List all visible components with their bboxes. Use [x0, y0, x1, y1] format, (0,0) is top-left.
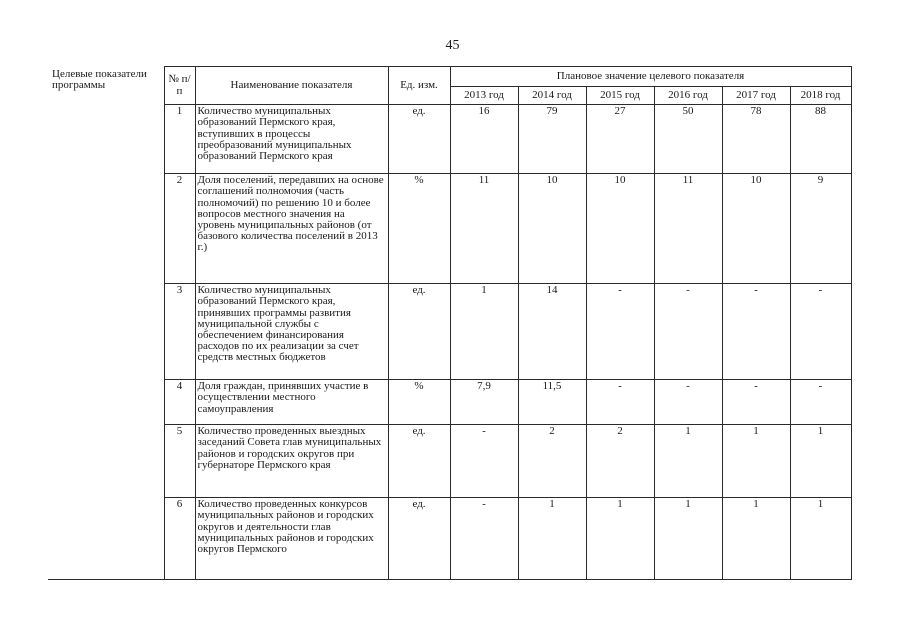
- table-row: [48, 284, 851, 380]
- row-value: 10: [518, 174, 586, 284]
- header-year: 2013 год: [450, 87, 518, 105]
- row-name: Доля поселений, передавших на основе соглашений полномочия (часть полномочий) по решению 10 и более вопросов местного значения на уровень муниципальных районов (от базового количества поселений в 2013 г.): [195, 174, 388, 284]
- page-number: 45: [445, 38, 460, 53]
- row-unit: ед.: [388, 284, 450, 380]
- row-value: 10: [722, 174, 790, 284]
- row-value: 79: [518, 105, 586, 174]
- row-value: 88: [790, 105, 851, 174]
- row-value: -: [790, 284, 851, 380]
- row-name: Доля граждан, принявших участие в осуществлении местного самоуправления: [195, 380, 388, 425]
- row-num: 1: [164, 105, 195, 174]
- row-value: -: [586, 284, 654, 380]
- row-value: -: [722, 380, 790, 425]
- row-value: 78: [722, 105, 790, 174]
- header-name: Наименование показателя: [195, 67, 388, 105]
- row-value: -: [790, 380, 851, 425]
- row-value: 1: [518, 498, 586, 580]
- header-year: 2014 год: [518, 87, 586, 105]
- header-row-top: [48, 67, 851, 87]
- row-value: 27: [586, 105, 654, 174]
- row-value: 9: [790, 174, 851, 284]
- row-name: Количество проведенных выездных заседаний Совета глав муниципальных районов и городских округов при губернаторе Пермского края: [195, 425, 388, 498]
- row-num: 6: [164, 498, 195, 580]
- row-num: 4: [164, 380, 195, 425]
- row-value: 1: [654, 425, 722, 498]
- row-value: 11,5: [518, 380, 586, 425]
- row-unit: ед.: [388, 425, 450, 498]
- row-unit: ед.: [388, 498, 450, 580]
- row-value: 2: [586, 425, 654, 498]
- row-value: 1: [654, 498, 722, 580]
- row-unit: %: [388, 380, 450, 425]
- table-row: [48, 498, 851, 580]
- header-planned: Плановое значение целевого показателя: [450, 67, 851, 87]
- row-value: -: [654, 284, 722, 380]
- row-value: 11: [450, 174, 518, 284]
- table-row: [48, 425, 851, 498]
- row-value: 16: [450, 105, 518, 174]
- row-value: 7,9: [450, 380, 518, 425]
- row-num: 3: [164, 284, 195, 380]
- row-name: Количество проведенных конкурсов муниципальных районов и городских округов и деятельности глав муниципальных районов и городских округов Пермского: [195, 498, 388, 580]
- row-value: -: [722, 284, 790, 380]
- row-value: 10: [586, 174, 654, 284]
- row-unit: ед.: [388, 105, 450, 174]
- table-row: [48, 105, 851, 174]
- row-unit: %: [388, 174, 450, 284]
- row-value: 1: [450, 284, 518, 380]
- header-year: 2016 год: [654, 87, 722, 105]
- section-label: Целевые показатели программы: [48, 67, 164, 580]
- table-row: [48, 174, 851, 284]
- row-value: 1: [790, 425, 851, 498]
- row-value: -: [586, 380, 654, 425]
- row-value: 1: [722, 498, 790, 580]
- row-value: 14: [518, 284, 586, 380]
- row-value: -: [450, 498, 518, 580]
- row-value: 1: [586, 498, 654, 580]
- row-value: -: [654, 380, 722, 425]
- header-unit: Ед. изм.: [388, 67, 450, 105]
- row-value: 1: [722, 425, 790, 498]
- target-indicators-table: [48, 66, 852, 580]
- row-value: 50: [654, 105, 722, 174]
- row-value: 11: [654, 174, 722, 284]
- row-name: Количество муниципальных образований Пермского края, вступивших в процессы преобразований муниципальных образований Пермского края: [195, 105, 388, 174]
- table-row: [48, 380, 851, 425]
- row-num: 5: [164, 425, 195, 498]
- row-name: Количество муниципальных образований Пермского края, принявших программы развития муниципальной службы с обеспечением финансирования расходов по их реализации за счет средств местных бюджетов: [195, 284, 388, 380]
- header-year: 2017 год: [722, 87, 790, 105]
- header-year: 2015 год: [586, 87, 654, 105]
- header-year: 2018 год: [790, 87, 851, 105]
- row-value: -: [450, 425, 518, 498]
- row-value: 1: [790, 498, 851, 580]
- row-value: 2: [518, 425, 586, 498]
- header-num: № п/п: [164, 67, 195, 105]
- row-num: 2: [164, 174, 195, 284]
